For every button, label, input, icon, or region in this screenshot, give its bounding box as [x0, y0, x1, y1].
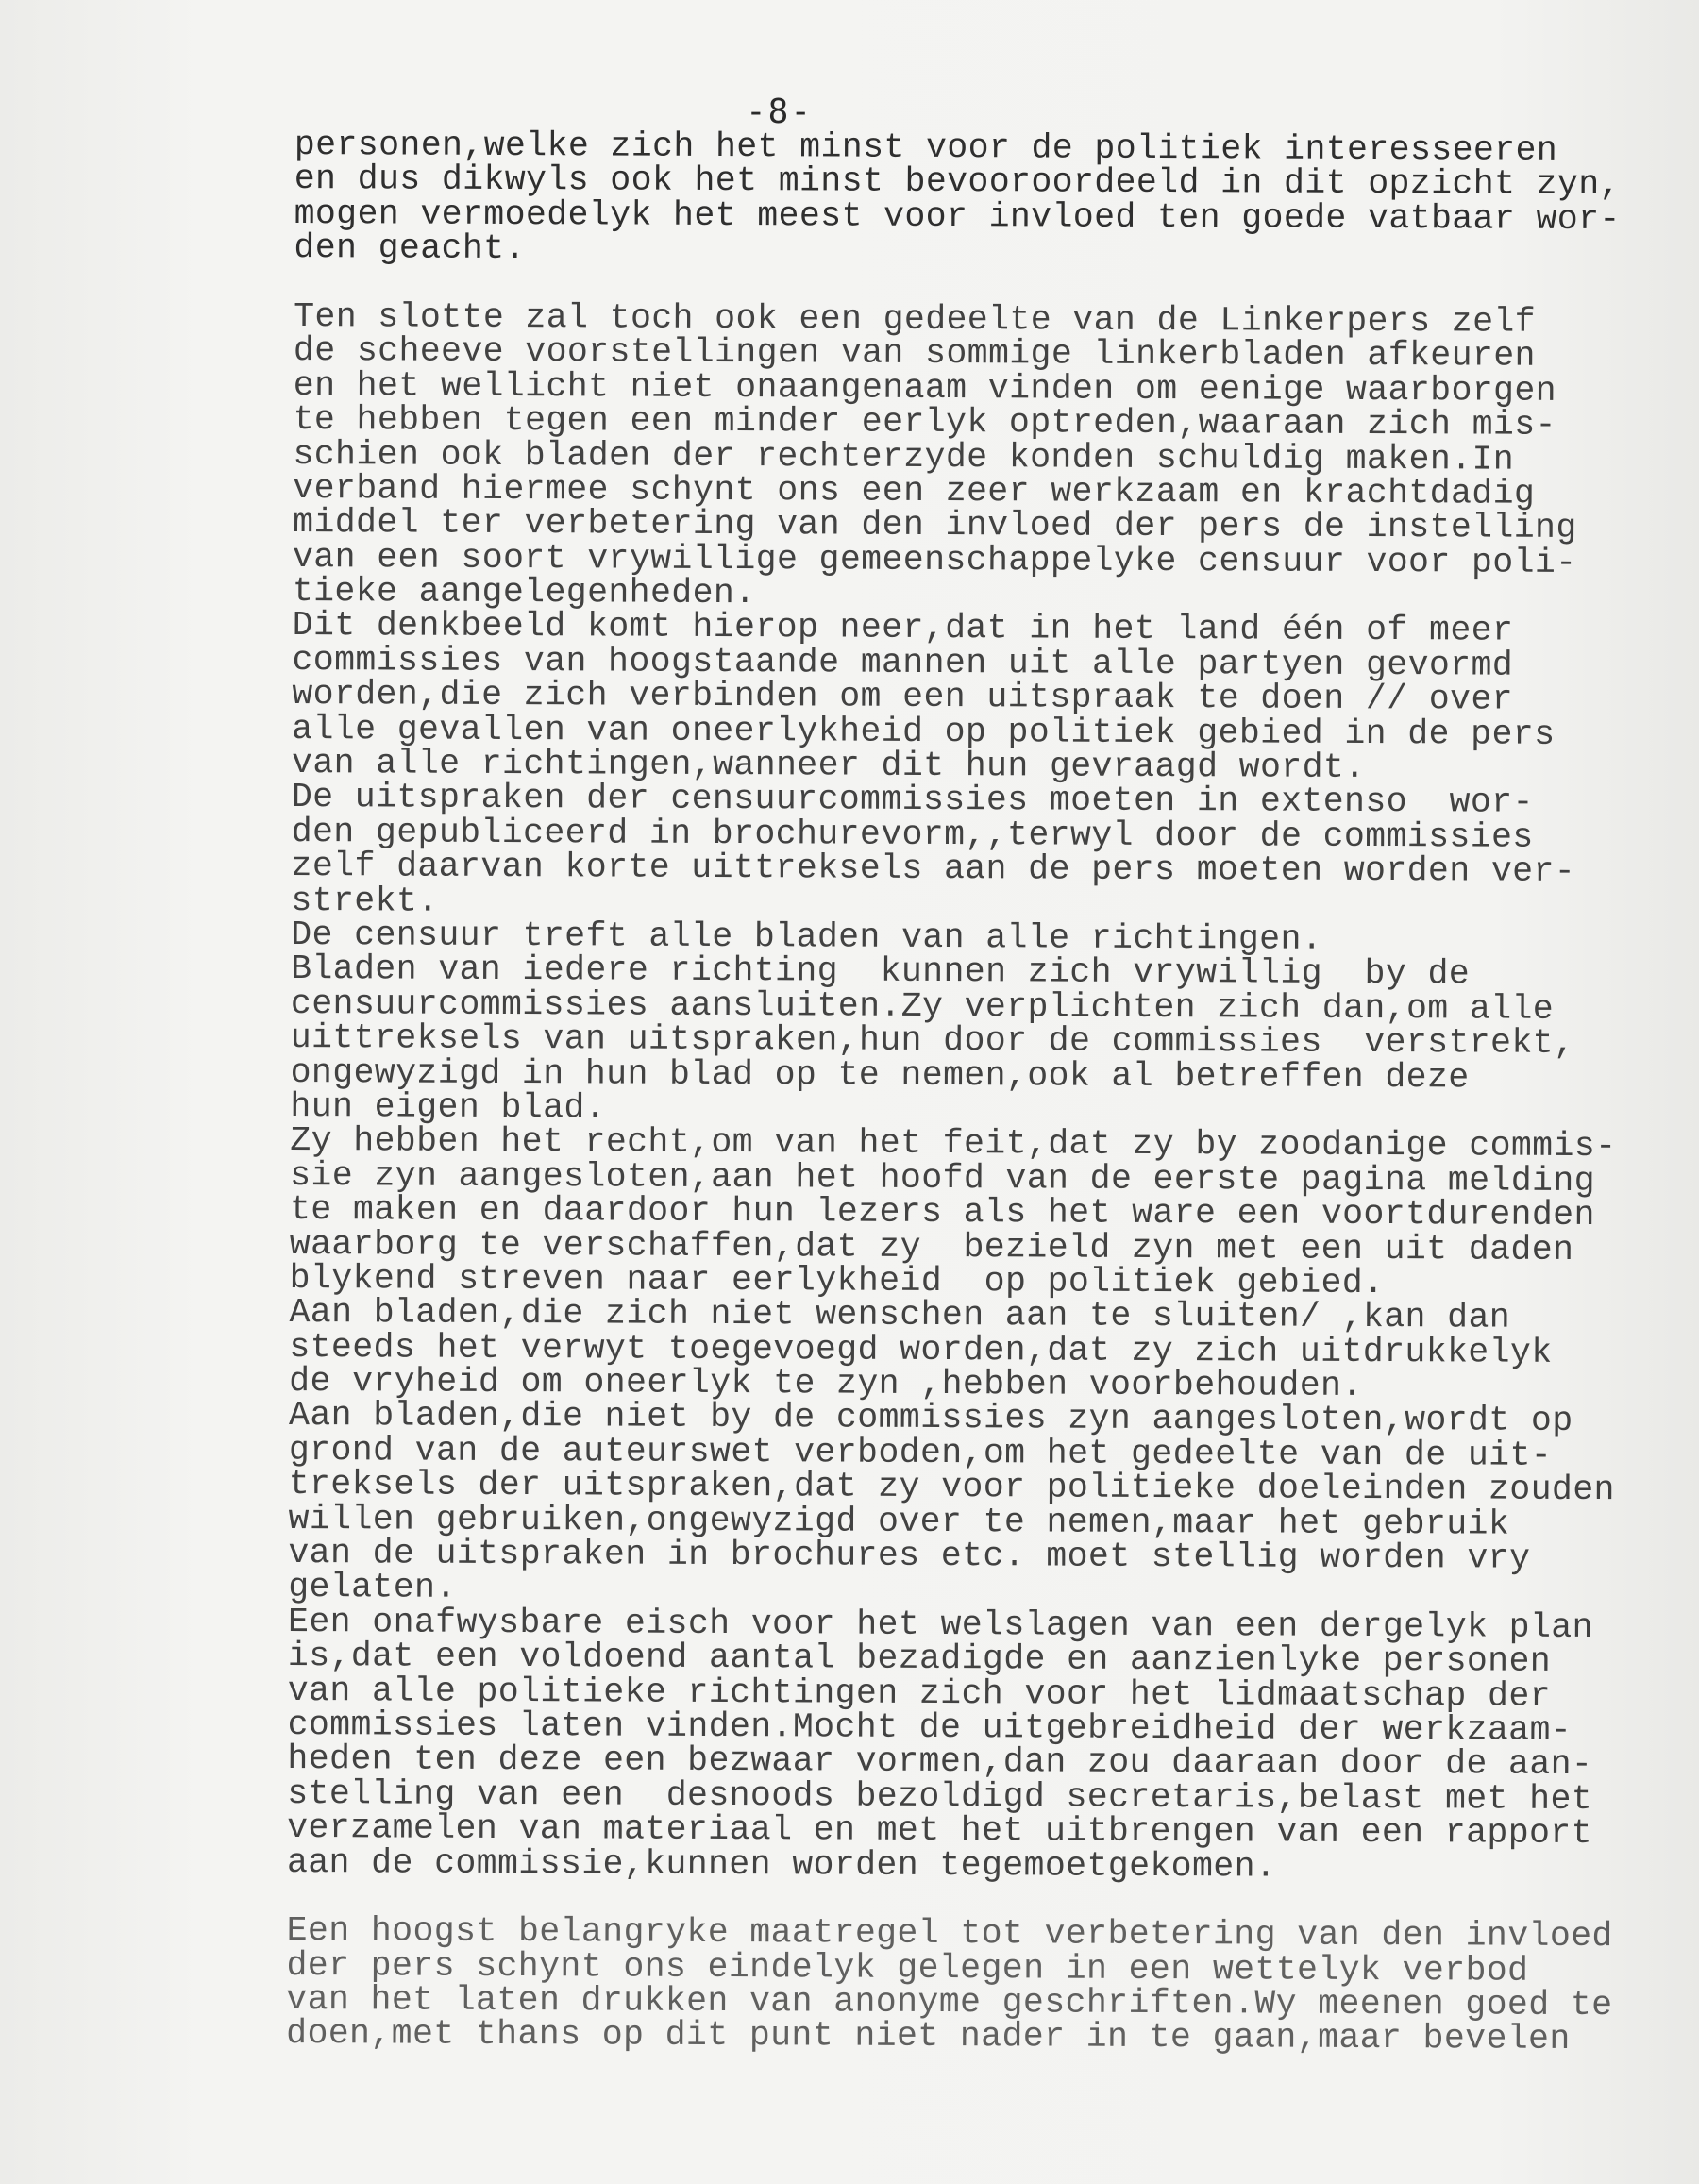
text-line: den geacht.: [294, 228, 526, 269]
text-line: en het wellicht niet onaangenaam vinden om eenige waarborgen: [293, 365, 1557, 411]
text-line: sie zyn aangesloten,aan het hoofd van de eerste pagina melding: [290, 1155, 1596, 1201]
text-line: der pers schynt ons eindelyk gelegen in een wettelyk verbod: [286, 1945, 1529, 1991]
text-line: hun eigen blad.: [290, 1086, 607, 1128]
text-line: aan de commissie,kunnen worden tegemoetgekomen.: [286, 1842, 1277, 1887]
text-line: Dit denkbeeld komt hierop neer,dat in het land één of meer: [292, 606, 1514, 651]
text-line: van alle richtingen,wanneer dit hun gevraagd wordt.: [291, 744, 1366, 787]
paragraph: [286, 1911, 1684, 2059]
paragraph: [294, 128, 1691, 272]
text-line: treksels der uitspraken,dat zy voor politieke doeleinden zouden: [288, 1465, 1615, 1510]
text-line: Ten slotte zal toch ook een gedeelte van de Linkerpers zelf: [294, 296, 1537, 342]
text-line: worden,die zich verbinden om een uitspraak te doen // over: [292, 675, 1514, 719]
text-line: mogen vermoedelyk het meest voor invloed ten goede vatbaar wor-: [294, 193, 1621, 239]
text-line: commissies van hoogstaande mannen uit alle partyen gevormd: [292, 640, 1514, 685]
text-line: van een soort vrywillige gemeenschappelyke censuur voor poli-: [292, 537, 1577, 582]
text-line: personen,welke zich het minst voor de politiek interesseeren: [294, 126, 1558, 170]
text-line: Bladen van iedere richting kunnen zich vrywillig by de: [291, 949, 1471, 994]
text-line: en dus dikwyls ook het minst bevooroordeeld in dit opzicht zyn,: [294, 160, 1621, 205]
text-line: ongewyzigd in hun blad op te nemen,ook al betreffen deze: [290, 1052, 1470, 1097]
text-line: censuurcommissies aansluiten.Zy verplichten zich dan,om alle: [290, 983, 1555, 1029]
text-line: de scheeve voorstellingen van sommige linkerbladen afkeuren: [293, 331, 1536, 377]
text-line: verband hiermee schynt ons een zeer werkzaam en krachtdadig: [293, 468, 1536, 513]
paragraph: [286, 296, 1691, 1887]
text-line: te hebben tegen een minder eerlyk optreden,waaraan zich mis-: [293, 400, 1556, 445]
text-line: tieke aangelegenheden.: [292, 572, 756, 613]
text-line: Een hoogst belangryke maatregel tot verbetering van den invloed: [286, 1911, 1613, 1957]
text-line: te maken en daardoor hun lezers als het ware een voortdurenden: [289, 1190, 1595, 1235]
text-line: willen gebruiken,ongewyzigd over te nemen,maar het gebruik: [288, 1499, 1510, 1544]
text-line: De uitspraken der censuurcommissies moeten in extenso wor-: [291, 778, 1534, 823]
text-line: middel ter verbetering van den invloed der pers de instelling: [293, 503, 1577, 548]
text-line: is,dat een voldoend aantal bezadigde en aanzienlyke personen: [287, 1637, 1552, 1682]
text-line: verzamelen van materiaal en met het uitbrengen van een rapport: [287, 1808, 1593, 1854]
text-line: van de uitspraken in brochures etc. moet stellig worden vry: [288, 1534, 1531, 1578]
text-line: De censuur treft alle bladen van alle richtingen.: [291, 915, 1323, 959]
text-line: steeds het verwyt toegevoegd worden,dat zy zich uitdrukkelyk: [289, 1327, 1553, 1372]
text-line: heden ten deze een bezwaar vormen,dan zou daaraan door de aan-: [287, 1739, 1593, 1785]
text-line: schien ook bladen der rechterzyde konden schuldig maken.In: [293, 434, 1515, 479]
text-line: strekt.: [291, 881, 439, 921]
text-line: de vryheid om oneerlyk te zyn ,hebben voorbehouden.: [289, 1362, 1363, 1406]
document-body: [286, 128, 1691, 2058]
text-line: den gepubliceerd in brochurevorm,,terwyl door de commissies: [291, 812, 1534, 857]
text-line: stelling van een desnoods bezoldigd secretaris,belast met het: [287, 1773, 1593, 1819]
text-line: alle gevallen van oneerlykheid op politiek gebied in de pers: [292, 709, 1556, 754]
text-line: van het laten drukken van anonyme geschriften.Wy meenen goed te: [286, 1980, 1613, 2025]
text-line: Zy hebben het recht,om van het feit,dat zy by zoodanige commis-: [290, 1121, 1617, 1167]
page-number: -8-: [746, 92, 814, 131]
text-line: Aan bladen,die niet by de commissies zyn aangesloten,wordt op: [288, 1396, 1573, 1441]
text-line: gelaten.: [288, 1568, 457, 1608]
text-line: waarborg te verschaffen,dat zy bezield zyn met een uit daden: [289, 1224, 1574, 1269]
text-line: van alle politieke richtingen zich voor het lidmaatschap der: [287, 1671, 1552, 1716]
text-line: commissies laten vinden.Mocht de uitgebreidheid der werkzaam-: [287, 1705, 1573, 1750]
text-line: Een onafwysbare eisch voor het welslagen van een dergelyk plan: [288, 1602, 1594, 1647]
text-line: zelf daarvan korte uittreksels aan de pers moeten worden ver-: [291, 847, 1576, 892]
text-line: uittreksels van uitspraken,hun door de commissies verstrekt,: [290, 1018, 1575, 1064]
text-line: Aan bladen,die zich niet wenschen aan te sluiten/ ,kan dan: [289, 1293, 1511, 1337]
text-line: doen,met thans op dit punt niet nader in te gaan,maar bevelen: [286, 2014, 1571, 2059]
text-line: blykend streven naar eerlykheid op politiek gebied.: [289, 1258, 1385, 1302]
text-line: grond van de auteurswet verboden,om het gedeelte van de uit-: [288, 1430, 1553, 1475]
